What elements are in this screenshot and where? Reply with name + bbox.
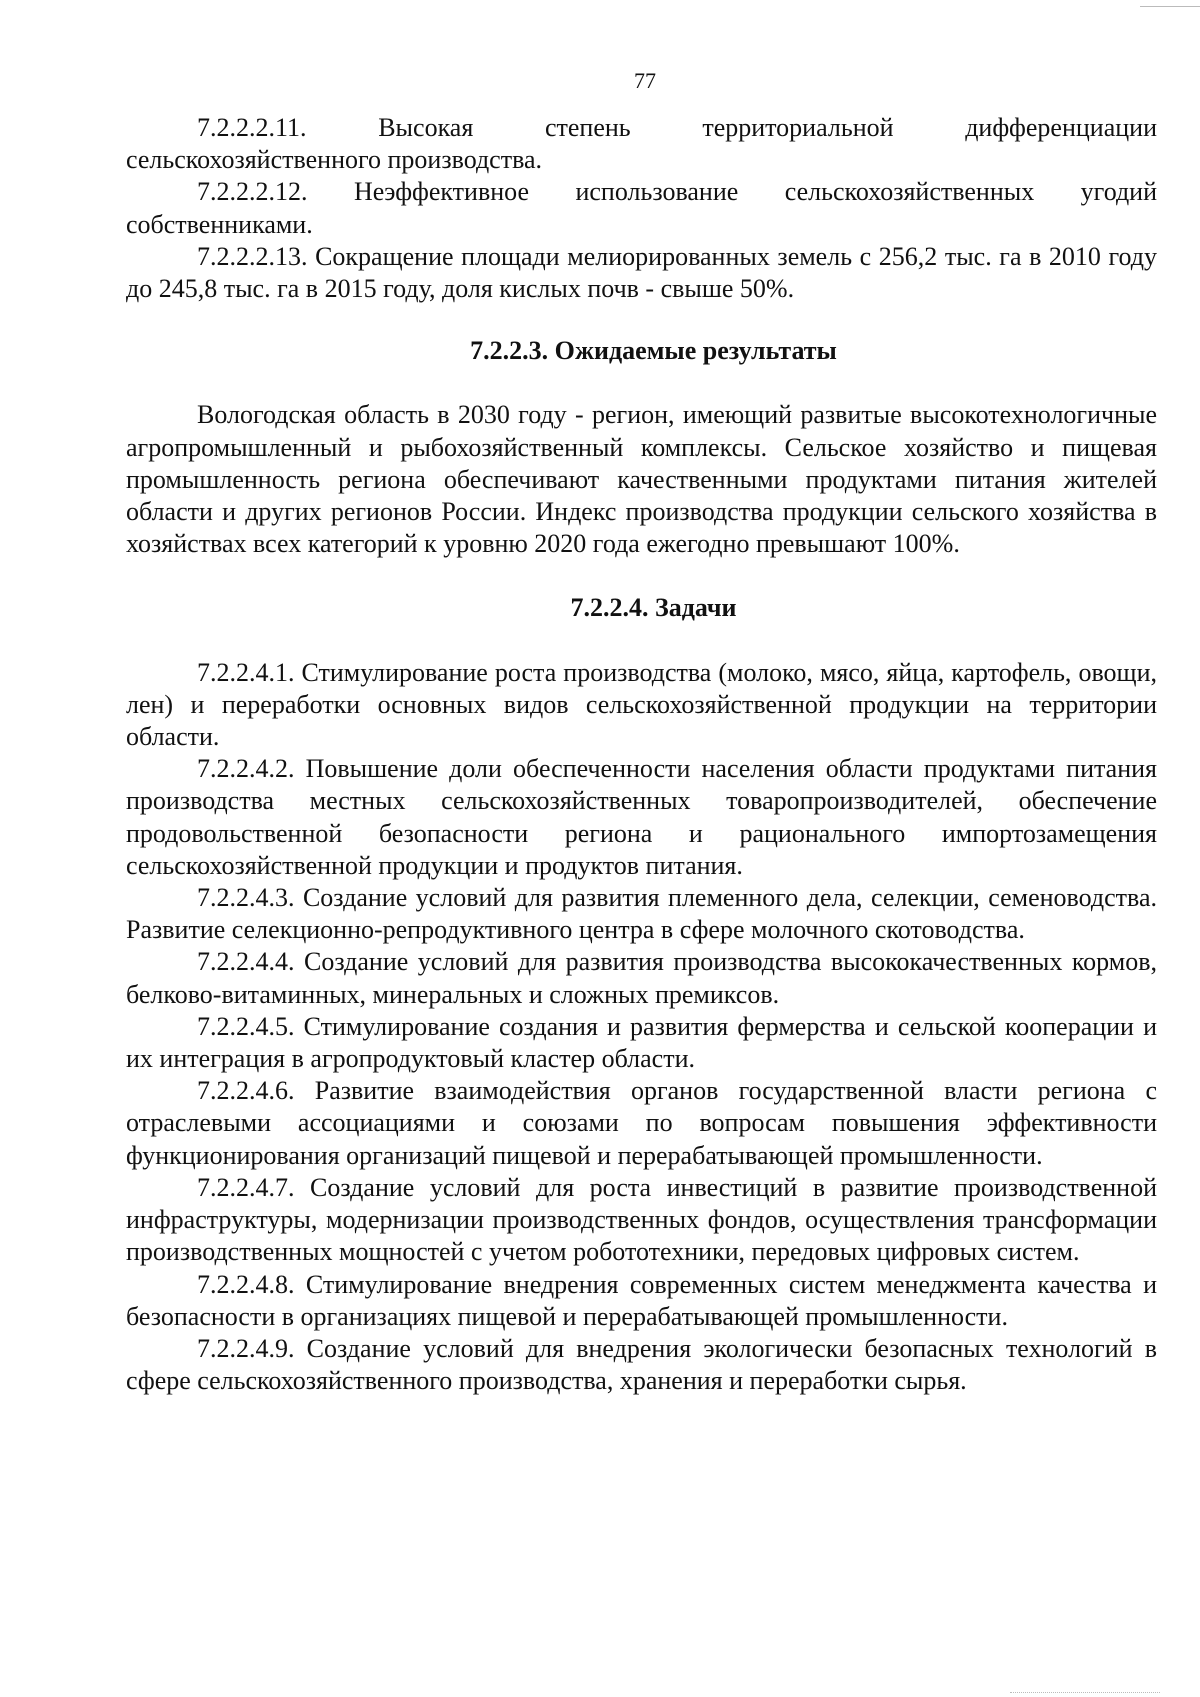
document-body: [126, 112, 1157, 1397]
scan-edge-mark: [1140, 0, 1200, 7]
paragraph-7-2-2-4-1: 7.2.2.4.1. Стимулирование роста производства (молоко, мясо, яйца, картофель, овощи, лен) и переработки основных видов сельскохозяйственной продукции на территории области.: [126, 657, 1157, 752]
paragraph-7-2-2-4-7: 7.2.2.4.7. Создание условий для роста инвестиций в развитие производственной инфраструктуры, модернизации производственных фондов, осуществления трансформации производственных мощностей с учетом робототехники, передовых цифровых систем.: [126, 1172, 1157, 1267]
paragraph-7-2-2-2-13: 7.2.2.2.13. Сокращение площади мелиорированных земель с 256,2 тыс. га в 2010 году до 245,8 тыс. га в 2015 году, доля кислых почв - свыше 50%.: [126, 241, 1157, 304]
section-heading-expected-results: 7.2.2.3. Ожидаемые результаты: [470, 336, 837, 366]
paragraph-expected-results: Вологодская область в 2030 году - регион, имеющий развитые высокотехнологичные агропромышленный и рыбохозяйственный комплексы. Сельское хозяйство и пищевая промышленность региона обеспечивают качественными продуктами питания жителей области и других регионов России. Индекс производства продукции сельского хозяйства в хозяйствах всех категорий к уровню 2020 года ежегодно превышают 100%.: [126, 400, 1157, 559]
page-number: 77: [634, 68, 656, 93]
paragraph-7-2-2-4-4: 7.2.2.4.4. Создание условий для развития производства высококачественных кормов, белково-витаминных, минеральных и сложных премиксов.: [126, 947, 1157, 1009]
scan-edge-mark-bottom: [1010, 1692, 1160, 1697]
paragraph-7-2-2-4-3: 7.2.2.4.3. Создание условий для развития племенного дела, селекции, семеноводства. Развитие селекционно-репродуктивного центра в сфере молочного скотоводства.: [126, 883, 1157, 945]
paragraph-7-2-2-4-6: 7.2.2.4.6. Развитие взаимодействия органов государственной власти региона с отраслевыми ассоциациями и союзами по вопросам повышения эффективности функционирования организаций пищевой и перерабатывающей промышленности.: [126, 1076, 1157, 1170]
paragraph-7-2-2-4-9: 7.2.2.4.9. Создание условий для внедрения экологически безопасных технологий в сфере сельскохозяйственного производства, хранения и переработки сырья.: [126, 1333, 1157, 1396]
paragraph-7-2-2-4-2: 7.2.2.4.2. Повышение доли обеспеченности населения области продуктами питания производства местных сельскохозяйственных товаропроизводителей, обеспечение продовольственной безопасности региона и рационального импортозамещения сельскохозяйственной продукции и продуктов питания.: [126, 754, 1157, 880]
paragraph-7-2-2-4-8: 7.2.2.4.8. Стимулирование внедрения современных систем менеджмента качества и безопасности в организациях пищевой и перерабатывающей промышленности.: [126, 1269, 1157, 1331]
section-heading-tasks: 7.2.2.4. Задачи: [570, 593, 737, 623]
paragraph-7-2-2-2-12: 7.2.2.2.12. Неэффективное использование сельскохозяйственных угодий собственниками.: [126, 177, 1157, 239]
paragraph-7-2-2-4-5: 7.2.2.4.5. Стимулирование создания и развития фермерства и сельской кооперации и их интеграция в агропродуктовый кластер области.: [126, 1011, 1157, 1074]
paragraph-7-2-2-2-11: 7.2.2.2.11. Высокая степень территориальной дифференциации сельскохозяйственного производства.: [126, 113, 1157, 175]
